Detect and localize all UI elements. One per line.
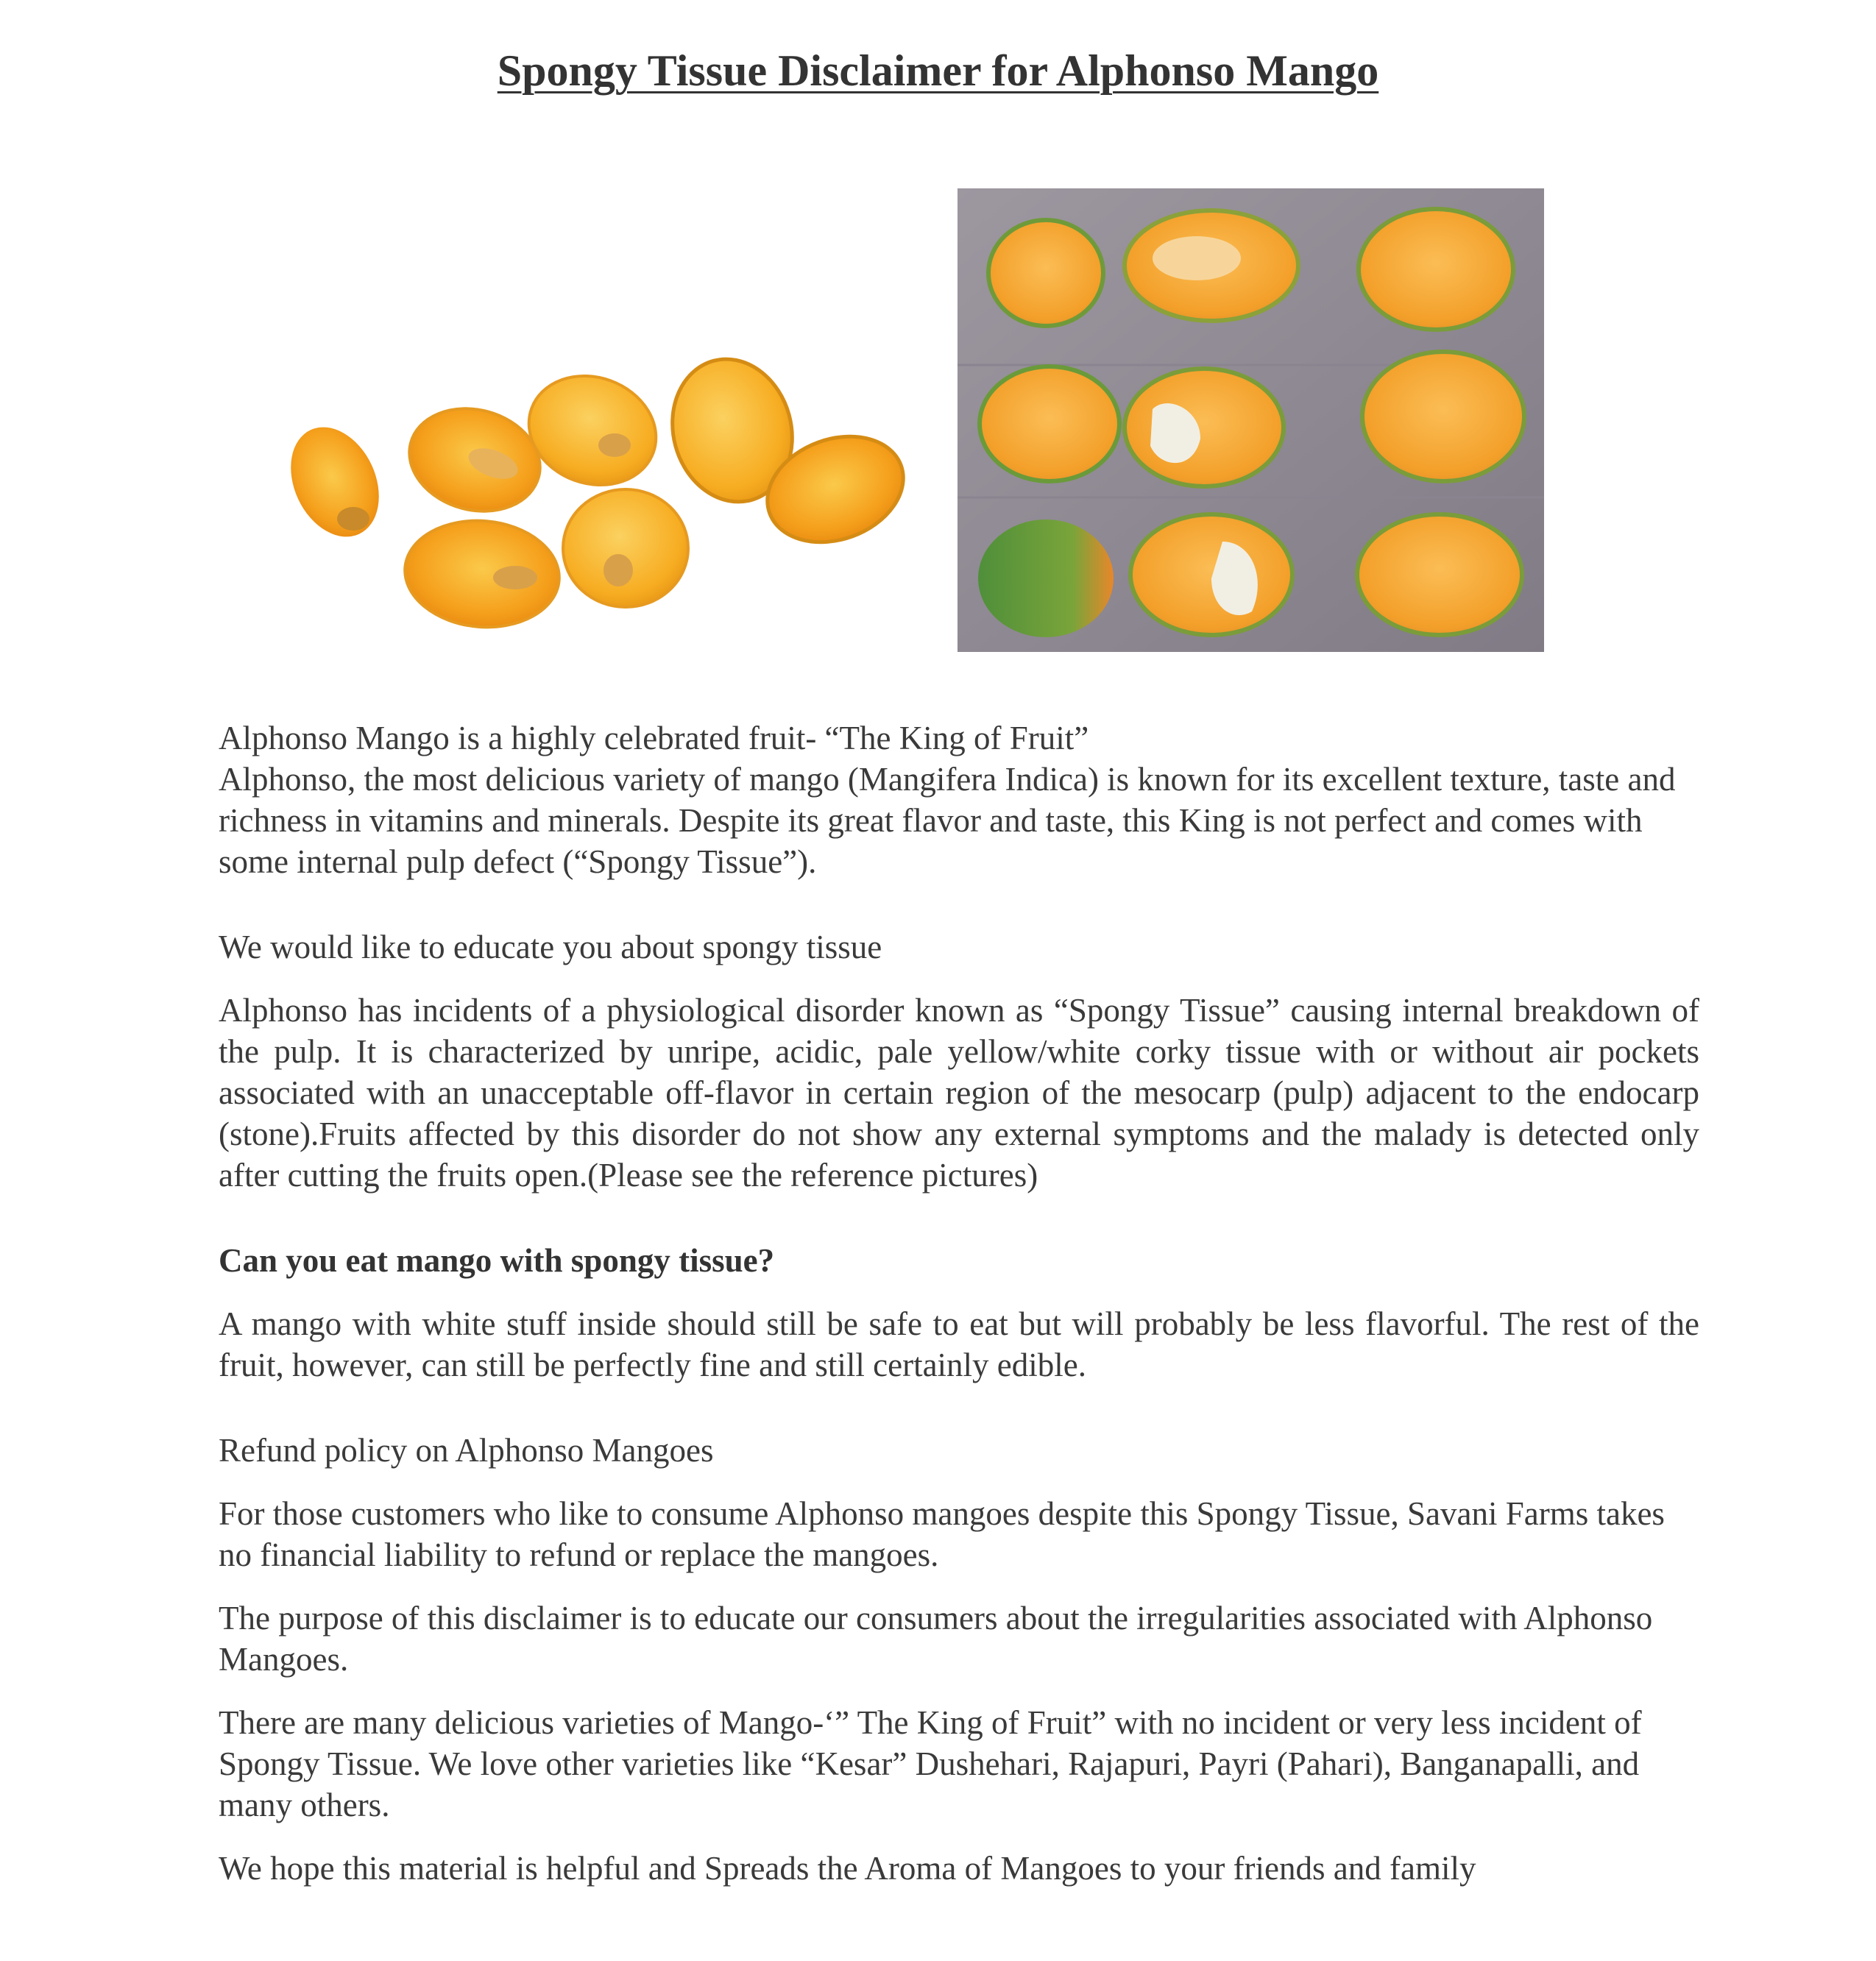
- purpose-paragraph: The purpose of this disclaimer is to educate our consumers about the irregularities associated with Alphonso Mangoes.: [219, 1600, 1653, 1678]
- disclaimer-body: [219, 717, 1699, 1889]
- closing-line: We hope this material is helpful and Spreads the Aroma of Mangoes to your friends and family: [219, 1850, 1476, 1887]
- eat-paragraph: A mango with white stuff inside should still be safe to eat but will probably be less flavorful. The rest of the fruit, however, can still be perfectly fine and still certainly edible.: [219, 1305, 1699, 1383]
- small-mango-piece: [274, 413, 396, 551]
- page-title: Spongy Tissue Disclaimer for Alphonso Mango: [497, 46, 1379, 95]
- intro-line: Alphonso Mango is a highly celebrated fruit- “The King of Fruit”: [219, 720, 1089, 756]
- mango-halves-image: [265, 353, 905, 670]
- varieties-paragraph: There are many delicious varieties of Mango-‘” The King of Fruit” with no incident or very less incident of Spongy Tissue. We love other varieties like “Kesar” Dushehari, Rajapuri, Payri (Pahari), Banganapalli, and many others.: [219, 1704, 1642, 1823]
- refund-heading: Refund policy on Alphonso Mangoes: [219, 1432, 714, 1469]
- educate-paragraph: Alphonso has incidents of a physiological disorder known as “Spongy Tissue” causing internal breakdown of the pulp. It is characterized by unripe, acidic, pale yellow/white corky tissue with or without air pockets associated with an unacceptable off-flavor in certain region of the mesocarp (pulp) adjacent to the endocarp (stone).Fruits affected by this disorder do not show any external symptoms and the malady is detected only after cutting the fruits open.(Please see the reference pictures): [219, 992, 1699, 1194]
- intro-paragraph: Alphonso, the most delicious variety of mango (Mangifera Indica) is known for its excellent texture, taste and richness in vitamins and minerals. Despite its great flavor and taste, this King is not perfect and comes with some internal pulp defect (“Spongy Tissue”).: [219, 761, 1676, 880]
- refund-paragraph: For those customers who like to consume Alphonso mangoes despite this Spongy Tissue, Savani Farms takes no financial liability to refund or replace the mangoes.: [219, 1495, 1665, 1573]
- educate-heading: We would like to educate you about spongy tissue: [219, 929, 882, 965]
- eat-heading: Can you eat mango with spongy tissue?: [219, 1242, 775, 1279]
- spongy-tissue-reference-image: [958, 188, 1544, 652]
